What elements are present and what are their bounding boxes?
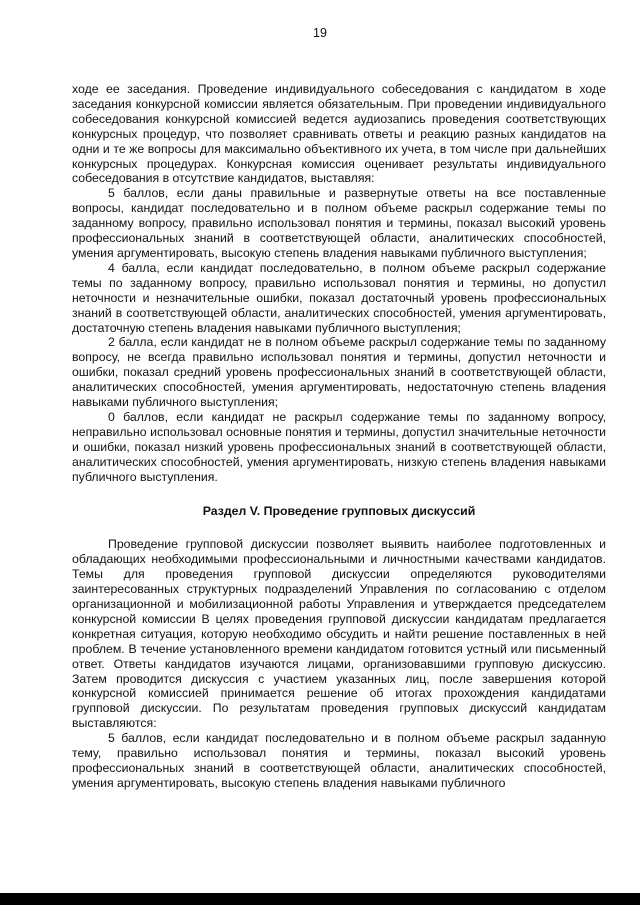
paragraph-group-discussion: Проведение групповой дискуссии позволяет выявить наиболее подготовленных и обладающих необходимыми профессиональными и личностными качествами кандидатов. Темы для проведения групповой дискуссии определяются руководителями заинтересованных структурных подразделений Управления по согласованию с отделом организационной и мобилизационной работы Управления и утверждается председателем конкурсной комиссии В целях проведения групповой дискуссии кандидатам предлагается конкретная ситуация, которую необходимо обсудить и найти решение поставленных в ней проблем. В течение установленного времени кандидатом готовится устный или письменный ответ. Ответы кандидатов изучаются лицами, организовавшими групповую дискуссию. Затем проводится дискуссия с участием указанных лиц, после завершения которой конкурсной комиссией принимается решение об итогах прохождения кандидатами групповой дискуссии. По результатам проведения групповых дискуссий кандидатам выставляются:: [72, 537, 606, 731]
scan-bottom-edge: [0, 893, 640, 905]
document-body: [72, 82, 606, 791]
paragraph-score-2: 2 балла, если кандидат не в полном объеме раскрыл содержание темы по заданному вопросу, не всегда правильно использовал понятия и термины, допустил неточности и ошибки, показал средний уровень профессиональных знаний в соответствующей области, аналитических способностей, умения аргументировать, недостаточную степень владения навыками публичного выступления;: [72, 335, 606, 410]
paragraph-score-4: 4 балла, если кандидат последовательно, в полном объеме раскрыл содержание темы по заданному вопросу, правильно использовал понятия и термины, но допустил неточности и незначительные ошибки, показал достаточный уровень профессиональных знаний в соответствующей области, аналитических способностей, умения аргументировать, достаточную степень владения навыками публичного выступления;: [72, 260, 606, 335]
paragraph-score-5: 5 баллов, если даны правильные и развернутые ответы на все поставленные вопросы, кандидат последовательно и в полном объеме раскрыл содержание темы по заданному вопросу, правильно использовал понятия и термины, показал высокий уровень профессиональных знаний в соответствующей области, аналитических способностей, умения аргументировать, высокую степень владения навыками публичного выступления;: [72, 186, 606, 260]
paragraph-group-score-5: 5 баллов, если кандидат последовательно и в полном объеме раскрыл заданную тему, правильно использовал понятия и термины, показал высокий уровень профессиональных знаний в соответствующей области, аналитических способностей, умения аргументировать, высокую степень владения навыками публичного: [72, 731, 606, 790]
paragraph-score-0: 0 баллов, если кандидат не раскрыл содержание темы по заданному вопросу, неправильно использовал основные понятия и термины, допустил значительные неточности и ошибки, показал низкий уровень профессиональных знаний в соответствующей области, аналитических способностей, умения аргументировать, низкую степень владения навыками публичного выступления.: [72, 409, 606, 484]
section-title: Раздел V. Проведение групповых дискуссий: [202, 504, 476, 519]
page-number: 19: [313, 26, 327, 40]
paragraph-intro: ходе ее заседания. Проведение индивидуального собеседования с кандидатом в ходе заседания конкурсной комиссии является обязательным. При проведении индивидуального собеседования конкурсной комиссией ведется аудиозапись проведения соответствующих конкурсных процедур, что позволяет сравнивать ответы и реакцию разных кандидатов на одни и те же вопросы для максимально объективного их учета, в том числе при дальнейших конкурсных процедурах. Конкурсная комиссия оценивает результаты индивидуального собеседования в отсутствие кандидатов, выставляя:: [72, 82, 606, 186]
